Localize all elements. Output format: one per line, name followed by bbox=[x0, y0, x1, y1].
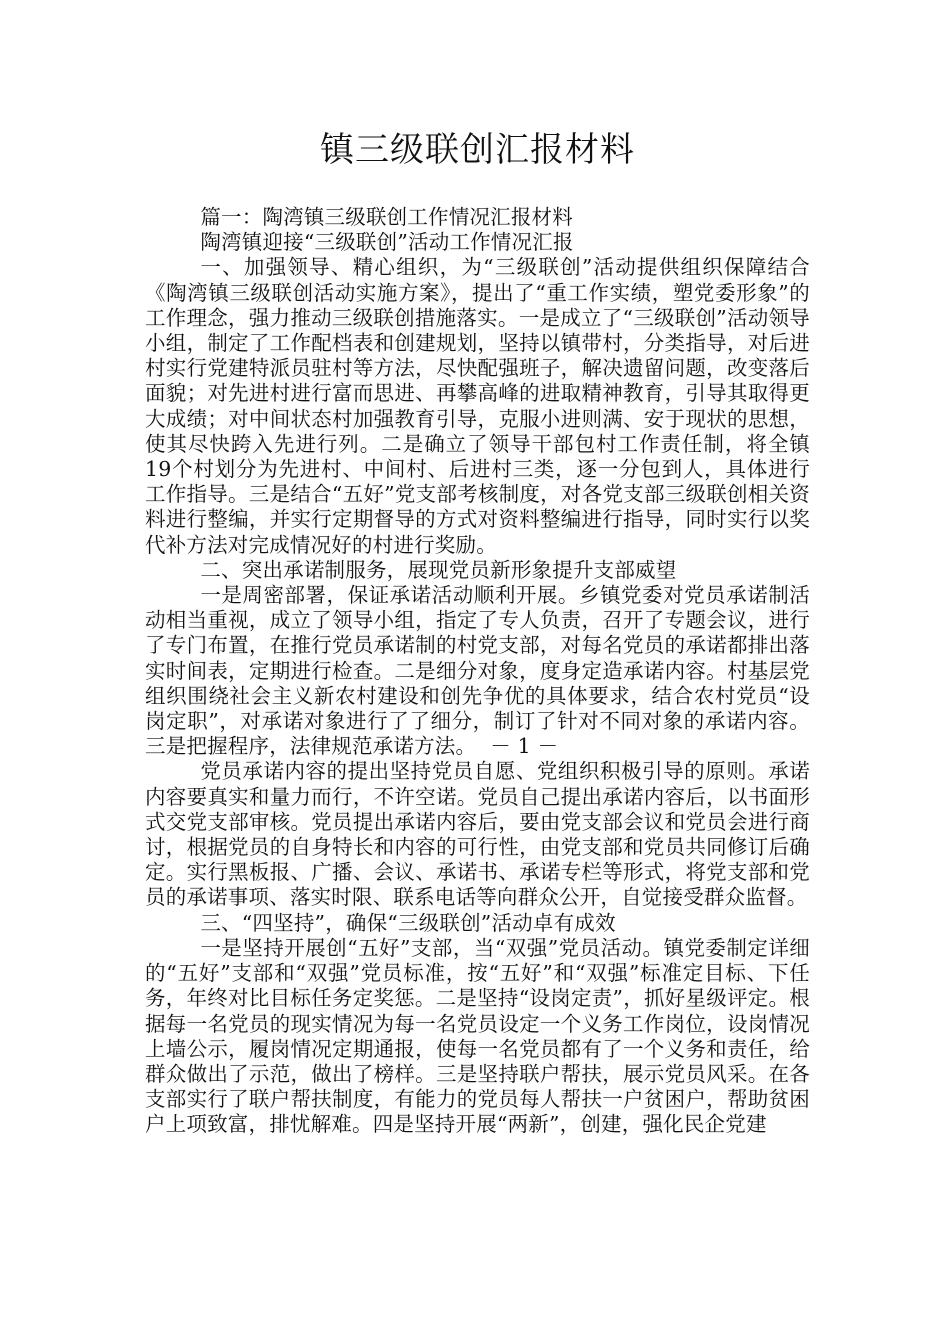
paragraph-leadership: 一、加强领导、精心组织，为“三级联创”活动提供组织保障结合《陶湾镇三级联创活动实施方案》，提出了“重工作实绩，塑党委形象”的工作理念，强力推动三级联创措施落实。一是成立了“三级联创”活动领导小组，制定了工作配档表和创建规划，坚持以镇带村，分类指导，对后进村实行党建特派员驻村等方法，尽快配强班子，解决遗留问题，改变落后面貌；对先进村进行富而思进、再攀高峰的进取精神教育，引导其取得更大成绩；对中间状态村加强教育引导，克服小进则满、安于现状的思想，使其尽快跨入先进行列。二是确立了领导干部包村工作责任制，将全镇19个村划分为先进村、中间村、后进村三类，逐一分包到人，具体进行工作指导。三是结合“五好”党支部考核制度，对各党支部三级联创相关资料进行整编，并实行定期督导的方式对资料整编进行指导，同时实行以奖代补方法对完成情况好的村进行奖励。 bbox=[145, 255, 810, 557]
section-heading-four-persistences: 三、“四坚持”，确保“三级联创”活动卓有成效 bbox=[200, 910, 616, 935]
page-number: － 1 － bbox=[490, 734, 559, 759]
paragraph-four-persistences: 一是坚持开展创“五好”支部，当“双强”党员活动。镇党委制定详细的“五好”支部和“双强”党员标准，按“五好”和“双强”标准定目标、下任务，年终对比目标任务定奖惩。二是坚持“设岗定责”，抓好星级评定。根据每一名党员的现实情况为每一名党员设定一个义务工作岗位，设岗情况上墙公示，履岗情况定期通报，使每一名党员都有了一个义务和责任，给群众做出了示范，做出了榜样。三是坚持联户帮扶，展示党员风采。在各支部实行了联户帮扶制度，有能力的党员每人帮扶一户贫困户，帮助贫困户上项致富，排忧解难。四是坚持开展“两新”，创建，强化民企党建 bbox=[145, 935, 810, 1137]
document-body bbox=[145, 205, 810, 1138]
document-page bbox=[145, 0, 810, 1344]
paragraph-commitment-deployment bbox=[145, 583, 810, 759]
section-heading-part-one: 篇一：陶湾镇三级联创工作情况汇报材料 bbox=[200, 205, 573, 229]
document-title: 镇三级联创汇报材料 bbox=[320, 130, 635, 170]
paragraph-commitment-principles: 党员承诺内容的提出坚持党员自愿、党组织积极引导的原则。承诺内容要真实和量力而行，不许空诺。党员自己提出承诺内容后，以书面形式交党支部审核。党员提出承诺内容后，要由党支部会议和党员会进行商讨，根据党员的自身特长和内容的可行性，由党支部和党员共同修订后确定。实行黑板报、广播、会议、承诺书、承诺专栏等形式，将党支部和党员的承诺事项、落实时限、联系电话等向群众公开，自觉接受群众监督。 bbox=[145, 759, 810, 910]
report-subtitle: 陶湾镇迎接“三级联创”活动工作情况汇报 bbox=[200, 230, 574, 255]
section-heading-commitment: 二、突出承诺制服务，展现党员新形象提升支部威望 bbox=[200, 557, 677, 582]
paragraph-commitment-text: 一是周密部署，保证承诺活动顺利开展。乡镇党委对党员承诺制活动相当重视，成立了领导小组，指定了专人负责，召开了专题会议，进行了专门布置，在推行党员承诺制的村党支部，对每名党员的承诺都排出落实时间表，定期进行检查。二是细分对象，度身定造承诺内容。村基层党组织围绕社会主义新农村建设和创先争优的具体要求，结合农村党员“设岗定职”，对承诺对象进行了了细分，制订了针对不同对象的承诺内容。三是把握程序，法律规范承诺方法。 bbox=[145, 583, 810, 759]
